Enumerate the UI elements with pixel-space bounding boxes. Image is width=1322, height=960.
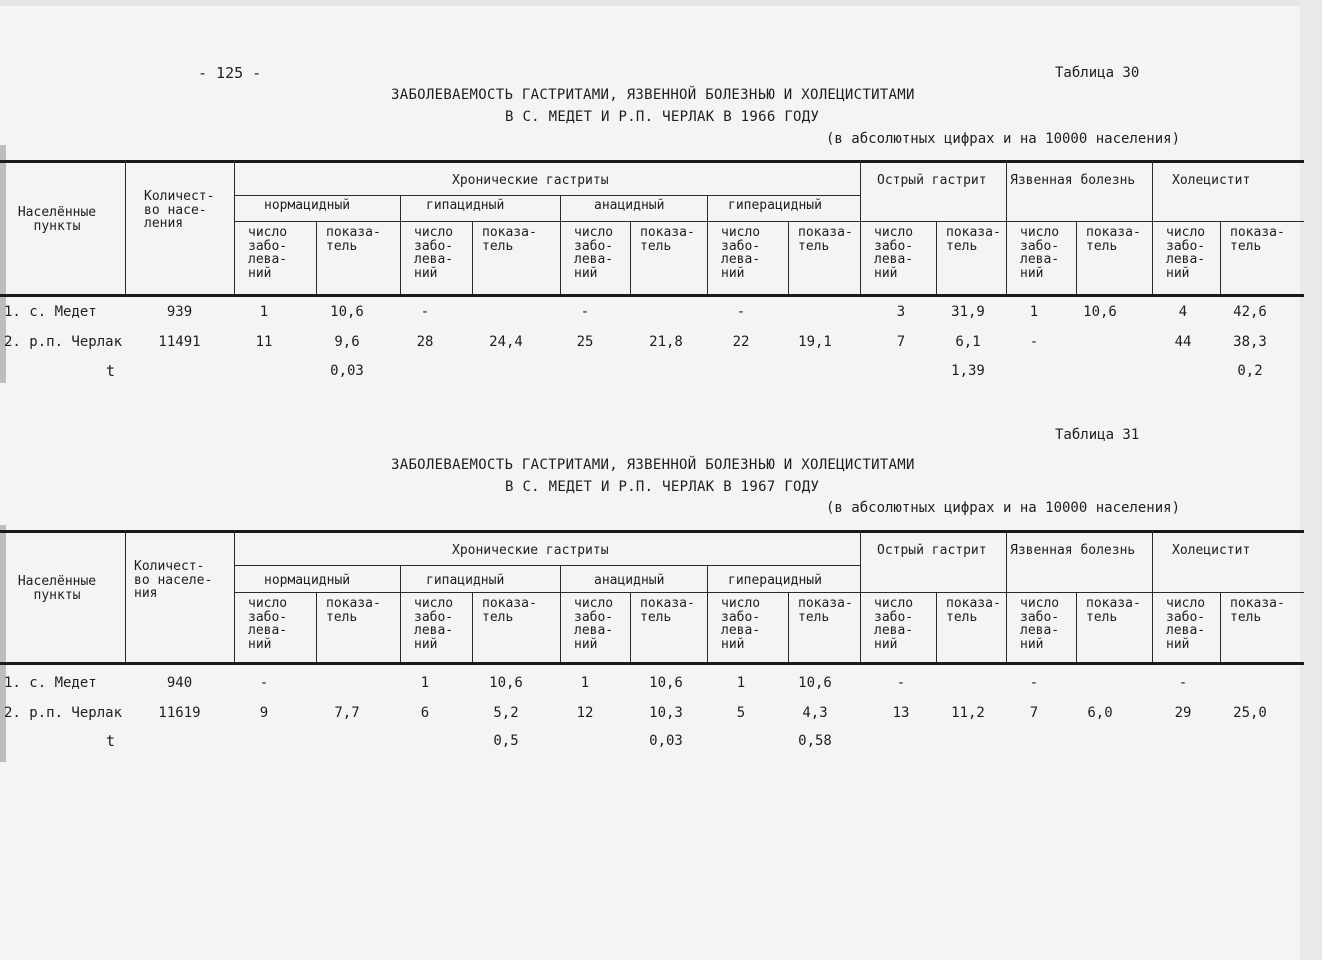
header-anacid: анацидный <box>594 198 665 213</box>
cell-case-count: 25 <box>576 334 594 350</box>
table-rule <box>860 160 861 294</box>
header-chronic-gastritis: Хронические гастриты <box>452 173 609 188</box>
cell-case-count: 44 <box>1174 334 1192 350</box>
cell-case-count: - <box>1029 334 1039 350</box>
table-rule <box>0 530 1304 533</box>
header-count: число забо- лева- ний <box>1020 225 1060 281</box>
header-count: число забо- лева- ний <box>248 225 288 281</box>
header-count: число забо- лева- ний <box>574 225 614 281</box>
cell-case-count: 1 <box>580 675 590 691</box>
cell-case-count: 9 <box>259 705 269 721</box>
table-rule <box>234 565 860 566</box>
page-number: - 125 - <box>198 64 262 82</box>
header-count: число забо- лева- ний <box>414 225 454 281</box>
table-label: Таблица 30 <box>1055 65 1140 81</box>
table-rule <box>1220 592 1221 662</box>
cell-rate: 11,2 <box>951 705 985 721</box>
cell-case-count: 22 <box>732 334 750 350</box>
scan-edge <box>0 525 6 762</box>
scan-edge <box>0 0 1322 6</box>
table-subtitle: В С. МЕДЕТ И Р.П. ЧЕРЛАК В 1967 ГОДУ <box>505 479 820 495</box>
cell-rate: 0,2 <box>1237 363 1263 379</box>
cell-rate: 42,6 <box>1233 304 1267 320</box>
row-label-t: t <box>106 732 116 750</box>
cell-case-count: 3 <box>896 304 906 320</box>
table-rule <box>788 592 789 662</box>
header-rate: показа- тель <box>482 596 537 625</box>
cell-case-count: 12 <box>576 705 594 721</box>
header-count: число забо- лева- ний <box>1166 596 1206 652</box>
table-rule <box>0 294 1304 297</box>
header-cholecystitis: Холецистит <box>1172 173 1251 188</box>
header-rate: показа- тель <box>1230 596 1285 625</box>
row-population: 11491 <box>158 334 201 350</box>
table-rule <box>860 592 1304 593</box>
header-count: число забо- лева- ний <box>721 225 761 281</box>
header-anacid: анацидный <box>594 573 665 588</box>
cell-case-count: 7 <box>1029 705 1039 721</box>
table-rule <box>860 530 861 662</box>
cell-case-count: 1 <box>736 675 746 691</box>
header-rate: показа- тель <box>1086 596 1141 625</box>
cell-case-count: 7 <box>896 334 906 350</box>
header-rate: показа- тель <box>482 225 537 254</box>
row-settlement: 2. р.п. Черлак <box>4 705 123 721</box>
cell-case-count: 28 <box>416 334 434 350</box>
table-rule <box>860 221 1304 222</box>
cell-case-count: - <box>580 304 590 320</box>
row-settlement: 1. с. Медет <box>4 304 97 320</box>
units-note: (в абсолютных цифрах и на 10000 населения) <box>826 500 1181 516</box>
table-subtitle: В С. МЕДЕТ И Р.П. ЧЕРЛАК В 1966 ГОДУ <box>505 109 820 125</box>
cell-rate: 19,1 <box>798 334 832 350</box>
cell-case-count: 5 <box>736 705 746 721</box>
header-hypacid: гипацидный <box>426 198 505 213</box>
table-rule <box>472 592 473 662</box>
table-rule <box>1152 530 1153 662</box>
header-acute-gastritis: Острый гастрит <box>877 173 987 188</box>
row-population: 940 <box>166 675 193 691</box>
cell-case-count: 11 <box>255 334 273 350</box>
header-count: число забо- лева- ний <box>1166 225 1206 281</box>
header-rate: показа- тель <box>640 596 695 625</box>
cell-rate: 7,7 <box>334 705 360 721</box>
table-rule <box>560 195 561 294</box>
header-count: число забо- лева- ний <box>248 596 288 652</box>
table-rule <box>234 530 235 662</box>
header-chronic-gastritis: Хронические гастриты <box>452 543 609 558</box>
cell-rate: 0,03 <box>330 363 364 379</box>
cell-case-count: 4 <box>1178 304 1188 320</box>
header-rate: показа- тель <box>326 596 381 625</box>
cell-rate: 5,2 <box>493 705 519 721</box>
cell-rate: 0,58 <box>798 733 832 749</box>
cell-rate: 6,0 <box>1087 705 1113 721</box>
header-rate: показа- тель <box>1086 225 1141 254</box>
table-rule <box>234 195 860 196</box>
header-rate: показа- тель <box>1230 225 1285 254</box>
table-rule <box>234 221 860 222</box>
cell-rate: 10,6 <box>798 675 832 691</box>
header-hyperacid: гиперацидный <box>728 198 822 213</box>
table-label: Таблица 31 <box>1055 427 1140 443</box>
header-count: число забо- лева- ний <box>874 596 914 652</box>
header-acute-gastritis: Острый гастрит <box>877 543 987 558</box>
table-rule <box>400 195 401 294</box>
table-rule <box>707 195 708 294</box>
header-normacid: нормацидный <box>264 198 351 213</box>
table-rule <box>400 565 401 662</box>
table-rule <box>788 221 789 294</box>
header-count: число забо- лева- ний <box>721 596 761 652</box>
cell-case-count: - <box>420 304 430 320</box>
cell-rate: 6,1 <box>955 334 981 350</box>
header-ulcer-disease: Язвенная болезнь <box>1010 173 1136 188</box>
cell-rate: 0,5 <box>493 733 519 749</box>
header-population: Количест- во насе- ления <box>144 189 215 231</box>
table-rule <box>0 160 1304 163</box>
row-settlement: 2. р.п. Черлак <box>4 334 123 350</box>
cell-case-count: 6 <box>420 705 430 721</box>
table-rule <box>1076 221 1077 294</box>
table-rule <box>936 592 937 662</box>
cell-rate: 10,6 <box>330 304 364 320</box>
row-population: 11619 <box>158 705 201 721</box>
cell-rate: 31,9 <box>951 304 985 320</box>
table-rule <box>125 160 126 294</box>
cell-case-count: - <box>1029 675 1039 691</box>
header-count: число забо- лева- ний <box>874 225 914 281</box>
cell-rate: 10,6 <box>1083 304 1117 320</box>
header-rate: показа- тель <box>946 596 1001 625</box>
cell-rate: 10,6 <box>489 675 523 691</box>
cell-rate: 1,39 <box>951 363 985 379</box>
header-count: число забо- лева- ний <box>574 596 614 652</box>
cell-case-count: - <box>1178 675 1188 691</box>
cell-case-count: 1 <box>420 675 430 691</box>
cell-rate: 38,3 <box>1233 334 1267 350</box>
cell-case-count: 1 <box>1029 304 1039 320</box>
scan-edge <box>1300 0 1322 960</box>
header-count: число забо- лева- ний <box>414 596 454 652</box>
table-rule <box>234 160 235 294</box>
table-rule <box>316 592 317 662</box>
header-rate: показа- тель <box>946 225 1001 254</box>
table-rule <box>125 530 126 662</box>
table-rule <box>936 221 937 294</box>
header-rate: показа- тель <box>640 225 695 254</box>
table-rule <box>472 221 473 294</box>
cell-case-count: 29 <box>1174 705 1192 721</box>
cell-case-count: - <box>736 304 746 320</box>
table-title: ЗАБОЛЕВАЕМОСТЬ ГАСТРИТАМИ, ЯЗВЕННОЙ БОЛЕЗНЬЮ И ХОЛЕЦИСТИТАМИ <box>391 87 915 103</box>
table-rule <box>1220 221 1221 294</box>
header-hyperacid: гиперацидный <box>728 573 822 588</box>
table-rule <box>707 565 708 662</box>
table-rule <box>1006 160 1007 294</box>
table-rule <box>0 662 1304 665</box>
cell-case-count: 13 <box>892 705 910 721</box>
table-rule <box>1006 530 1007 662</box>
cell-rate: 10,6 <box>649 675 683 691</box>
header-ulcer-disease: Язвенная болезнь <box>1010 543 1136 558</box>
cell-case-count: - <box>259 675 269 691</box>
cell-rate: 21,8 <box>649 334 683 350</box>
table-rule <box>316 221 317 294</box>
table-rule <box>1076 592 1077 662</box>
table-title: ЗАБОЛЕВАЕМОСТЬ ГАСТРИТАМИ, ЯЗВЕННОЙ БОЛЕЗНЬЮ И ХОЛЕЦИСТИТАМИ <box>391 457 915 473</box>
header-settlements: Населённые пункты <box>17 574 97 603</box>
table-rule <box>630 592 631 662</box>
table-rule <box>1152 160 1153 294</box>
cell-case-count: - <box>896 675 906 691</box>
header-rate: показа- тель <box>798 596 853 625</box>
row-label-t: t <box>106 362 116 380</box>
cell-rate: 4,3 <box>802 705 828 721</box>
cell-rate: 24,4 <box>489 334 523 350</box>
cell-case-count: 1 <box>259 304 269 320</box>
header-rate: показа- тель <box>326 225 381 254</box>
header-settlements: Населённые пункты <box>17 205 97 234</box>
header-population: Количест- во населе- ния <box>134 559 213 601</box>
cell-rate: 0,03 <box>649 733 683 749</box>
cell-rate: 9,6 <box>334 334 360 350</box>
cell-rate: 25,0 <box>1233 705 1267 721</box>
units-note: (в абсолютных цифрах и на 10000 населения) <box>826 131 1181 147</box>
table-rule <box>560 565 561 662</box>
table-rule <box>234 592 860 593</box>
header-rate: показа- тель <box>798 225 853 254</box>
row-population: 939 <box>166 304 193 320</box>
header-hypacid: гипацидный <box>426 573 505 588</box>
header-count: число забо- лева- ний <box>1020 596 1060 652</box>
table-rule <box>630 221 631 294</box>
header-cholecystitis: Холецистит <box>1172 543 1251 558</box>
header-normacid: нормацидный <box>264 573 351 588</box>
row-settlement: 1. с. Медет <box>4 675 97 691</box>
cell-rate: 10,3 <box>649 705 683 721</box>
